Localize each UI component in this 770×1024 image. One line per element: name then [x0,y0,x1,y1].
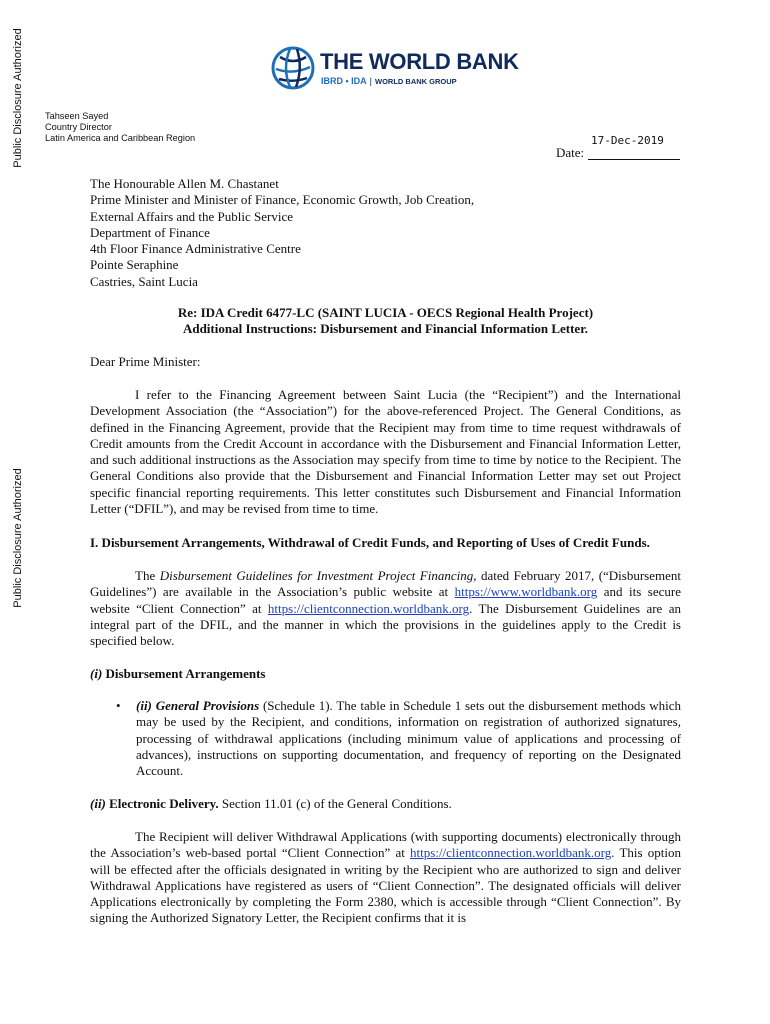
salutation: Dear Prime Minister: [90,354,201,369]
paragraph-guidelines [90,568,681,649]
guidelines-text-c: . The Disbursement Guidelines are an integral part of the DFIL, and the manner in which the provisions in the guidelines apply to the Credit is specified below. [90,600,681,649]
logo-separator: | [369,76,372,86]
date-block [556,134,681,162]
subheading-electronic-delivery [90,796,681,812]
clientconnection-link-2[interactable]: https://clientconnection.worldbank.org [410,845,612,861]
clientconnection-link[interactable]: https://clientconnection.worldbank.org [267,600,470,616]
guidelines-title: Disbursement Guidelines for Investment Project Financing, [159,568,477,583]
section-heading: I. Disbursement Arrangements, Withdrawal of Credit Funds, and Reporting of Uses of Credit Funds. [90,535,650,550]
disclosure-label-top: Public Disclosure Authorized [12,28,24,168]
logo-ibrd-ida: IBRD • IDA [321,76,367,86]
paragraph-electronic-delivery [90,829,681,927]
logo-subtitle [321,76,457,86]
addressee-line: Castries, Saint Lucia [90,273,198,289]
subject-line-1: Re: IDA Credit 6477-LC (SAINT LUCIA - OECS Regional Health Project) [177,305,594,320]
globe-icon [270,45,316,91]
worldbank-link[interactable]: https://www.worldbank.org [454,584,598,600]
subheading2-text: Section 11.01 (c) of the General Conditions. [221,796,452,811]
guidelines-text-a: dated February 2017, (“Disbursement Guidelines”) are available in the Association’s public website at [90,568,682,600]
subheading-disbursement-arrangements [90,666,681,682]
addressee-line: Prime Minister and Minister of Finance, Economic Growth, Job Creation, [90,192,475,208]
subheading2-title: Electronic Delivery. [109,796,219,811]
sender-title: Country Director [45,122,112,132]
addressee-line: 4th Floor Finance Administrative Centre [90,241,301,257]
subheading2-marker: (ii) [90,796,106,811]
subheading-marker: (i) [90,666,103,681]
paragraph-intro: I refer to the Financing Agreement between Saint Lucia (the “Recipient”) and the International Development Association (the “Association”) for the above-referenced Project. The General Conditions, as defined in the Financing Agreement, provide that the Recipient may from time to time request withdrawals of Credit amounts from the Credit Account in accordance with the Disbursement and Financial Information Letter, and such additional instructions as the Association may specify from time to time by notice to the Recipient. The General Conditions also provide that the Disbursement and Financial Information Letter may set out Project specific financial reporting requirements. This letter constitutes such Disbursement and Financial Information Letter (“DFIL”), and may be revised from time to time. [90,387,681,517]
subject-line-2: Additional Instructions: Disbursement and Financial Information Letter. [182,321,589,337]
date-underline [588,159,680,160]
p3-text-a: The Recipient will deliver Withdrawal Applications (with supporting documents) electronically through the Association’s web-based portal “Client Connection” at [90,829,681,861]
guidelines-the: The [135,568,156,583]
addressee-line: Department of Finance [90,224,210,240]
addressee-line: External Affairs and the Public Service [90,208,294,224]
disclosure-label-middle: Public Disclosure Authorized [12,468,24,608]
logo-group: WORLD BANK GROUP [375,77,457,86]
date-label: Date: [556,145,585,160]
sender-block [45,111,195,144]
addressee-line: The Honourable Allen M. Chastanet [90,176,279,191]
bullet-text: (Schedule 1). The table in Schedule 1 sets out the disbursement methods which may be used by the Recipient, and conditions, information on registration of authorized signatures, processing of withdrawal applications (including minimum value of applications and processing of advances), instructions on supporting documentation, and frequency of reporting on the Designated Account. [136,698,682,779]
subject-line [90,305,681,338]
bullet-icon: • [116,698,121,713]
addressee-line: Pointe Seraphine [90,257,179,273]
bullet-marker: (ii) [136,698,152,713]
bullet-title: General Provisions [155,698,260,713]
p3-text-b: . This option will be effected after the officials designated in writing by the Recipient who are authorized to sign and deliver Withdrawal Applications have registered as users of “Client Connection”. The designated officials will deliver Applications electronically by completing the Form 2380, which is accessible through “Client Connection”. By signing the Authorized Signatory Letter, the Recipient confirms that it is [90,845,681,926]
guidelines-text-b: and its secure website “Client Connection” at [90,584,681,616]
logo-title: THE WORLD BANK [320,49,519,74]
bullet-general-provisions [116,698,682,779]
addressee-block [90,176,681,290]
date-value: 17-Dec-2019 [591,134,664,147]
sender-name: Tahseen Sayed [45,111,109,121]
sender-region: Latin America and Caribbean Region [45,133,196,143]
subheading-title: Disbursement Arrangements [105,666,266,681]
